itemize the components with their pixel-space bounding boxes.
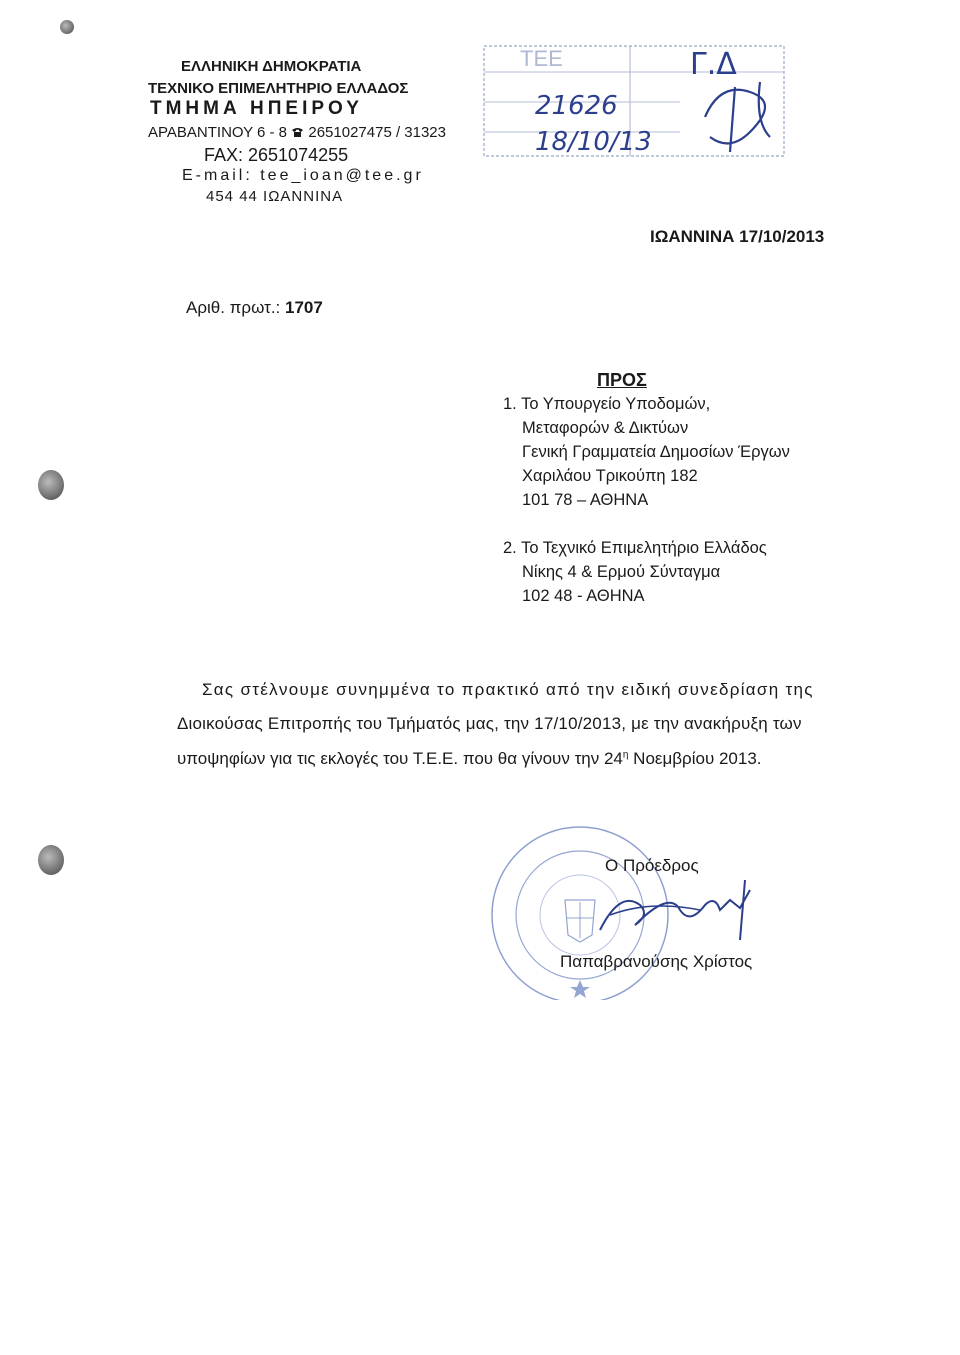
- recipient-1-line-4: Χαριλάου Τρικούπη 182: [522, 467, 698, 485]
- stamp-handwritten-signature: [705, 82, 770, 152]
- protocol-number: 1707: [285, 298, 323, 317]
- recipient-2-number: 2.: [503, 539, 517, 557]
- stamp-number: 21626: [535, 91, 618, 121]
- signatory-name: Παπαβρανούσης Χρίστος: [560, 952, 753, 971]
- recipient-1-line-1: Το Υπουργείο Υποδομών,: [521, 395, 711, 413]
- letterhead-organization: ΤΕΧΝΙΚΟ ΕΠΙΜΕΛΗΤΗΡΙΟ ΕΛΛΑΔΟΣ: [148, 80, 409, 97]
- protocol-number-line: [186, 298, 323, 318]
- recipient-2: [503, 536, 767, 608]
- letterhead-address: ΑΡΑΒΑΝΤΙΝΟΥ 6 - 8: [148, 124, 288, 141]
- handwritten-signature: [590, 870, 760, 950]
- protocol-label: Αριθ. πρωτ.:: [186, 298, 281, 317]
- body-line-2: Διοικούσας Επιτροπής του Τμήματός μας, την 17/10/2013, με την ανακήρυξη των: [177, 714, 802, 733]
- phone-icon: [291, 127, 304, 138]
- punch-hole-top: [38, 470, 64, 500]
- body-line-3-start: υποψηφίων για τις εκλογές του Τ.Ε.Ε. που θα γίνουν την 24: [177, 749, 623, 768]
- recipient-1-line-3: Γενική Γραμματεία Δημοσίων Έργων: [522, 443, 790, 461]
- corner-mark: [60, 20, 74, 34]
- body-line-3-superscript: η: [622, 749, 629, 761]
- signatory-title: Ο Πρόεδρος: [605, 856, 699, 875]
- body-line-3: [177, 749, 837, 769]
- recipient-2-line-3: 102 48 - ΑΘΗΝΑ: [522, 587, 645, 605]
- letterhead-fax: FAX: 2651074255: [204, 145, 349, 165]
- recipient-2-line-2: Νίκης 4 & Ερμού Σύνταγμα: [522, 563, 721, 581]
- recipient-1-number: 1.: [503, 395, 517, 413]
- recipient-1: [503, 392, 790, 512]
- recipient-1-line-2: Μεταφορών & Δικτύων: [522, 419, 689, 437]
- recipient-2-line-1: Το Τεχνικό Επιμελητήριο Ελλάδος: [521, 539, 767, 557]
- stamp-date: 18/10/13: [535, 127, 652, 157]
- body-line-1: Σας στέλνουμε συνημμένα το πρακτικό από την ειδική συνεδρίαση της: [202, 680, 814, 699]
- punch-hole-bottom: [38, 845, 64, 875]
- letterhead-email: E-mail: tee_ioan@tee.gr: [182, 167, 424, 184]
- recipients-heading: ΠΡΟΣ: [597, 370, 647, 390]
- document-date: ΙΩΑΝΝΙΝΑ 17/10/2013: [650, 227, 825, 246]
- letterhead-phones: 2651027475 / 31323: [308, 124, 446, 141]
- letterhead-city: 454 44 ΙΩΑΝΝΙΝΑ: [206, 188, 344, 205]
- recipient-1-line-5: 101 78 – ΑΘΗΝΑ: [522, 491, 649, 509]
- received-stamp: [480, 42, 800, 160]
- letterhead-department: ΤΜΗΜΑ ΗΠΕΙΡΟΥ: [150, 98, 363, 119]
- stamp-initials: Γ.Δ: [690, 47, 737, 82]
- stamp-header: ΤΕΕ: [520, 46, 563, 71]
- letterhead-country: ΕΛΛΗΝΙΚΗ ΔΗΜΟΚΡΑΤΙΑ: [181, 58, 362, 75]
- body-line-3-end: Νοεμβρίου 2013.: [628, 749, 762, 768]
- letterhead-address-line: [148, 124, 446, 141]
